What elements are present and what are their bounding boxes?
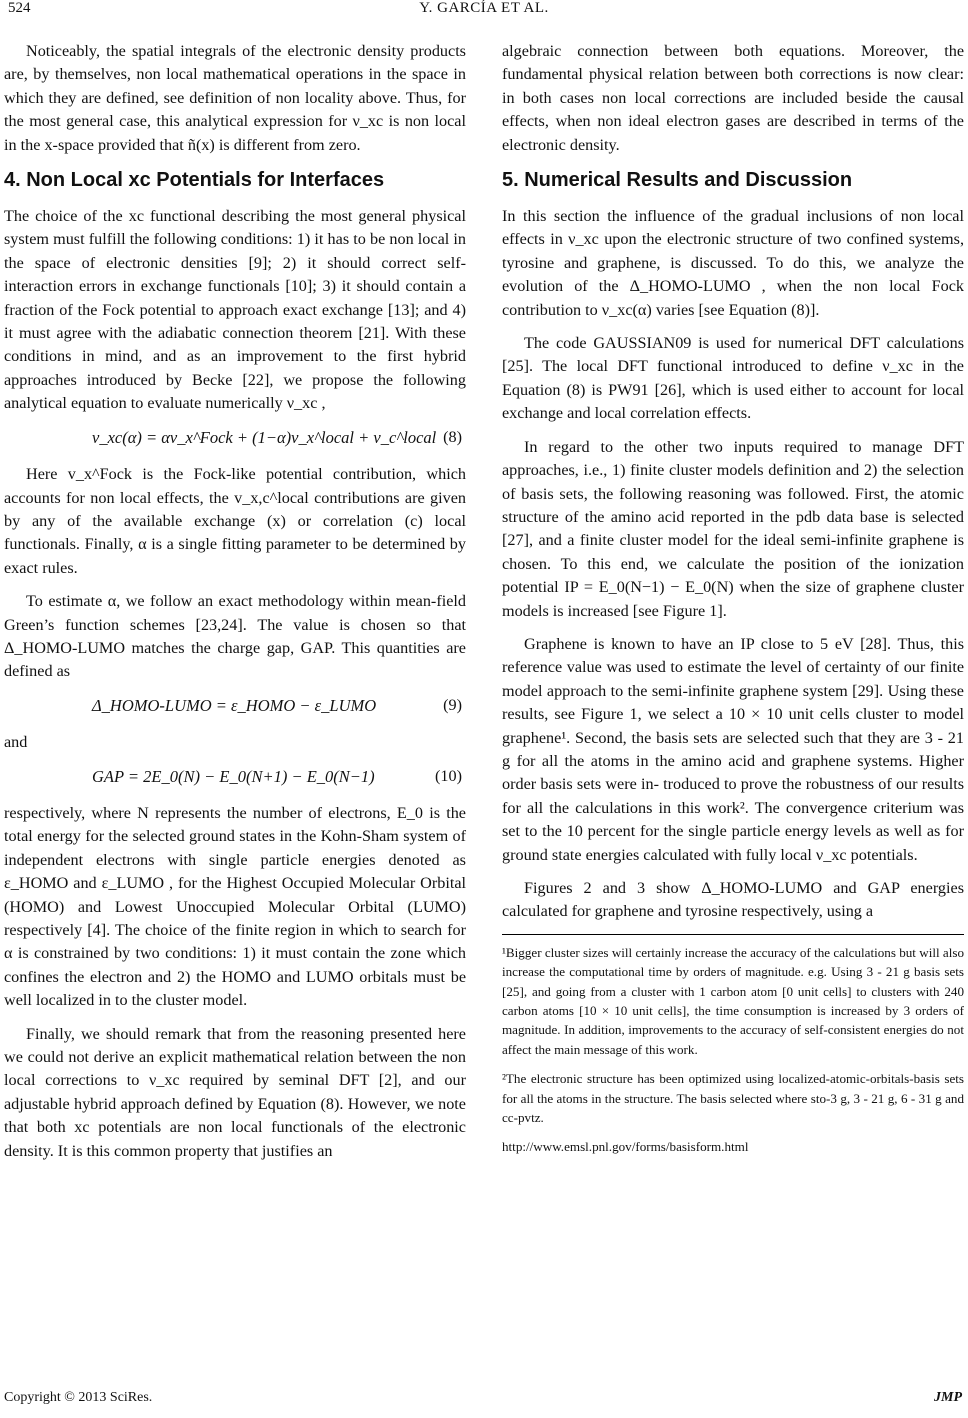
right-paragraph-3: The code GAUSSIAN09 is used for numerical DFT calculations [25]. The local DFT functional introduced to define ν_xc in the Equation (8) is PW91 [26], which is used either to account for local exchange and local correlation effects. (502, 334, 964, 423)
left-paragraph-2: The choice of the xc functional describing the most general physical system must fulfill the following conditions: 1) it has to be non local in the space of electronic densities [9]; 2) it should correct self-interaction errors in exchange functionals [10]; 3) it should contain a fraction of the Fock potential to approach exact exchange [13]; and 4) it must agree with the adiabatic connection theorem [21]. With these conditions in mind, and as an improvement to the first hybrid approaches introduced by Becke [22], we propose the following analytical equation to evaluate numerically ν_xc , (4, 207, 466, 413)
left-paragraph-6: Finally, we should remark that from the reasoning presented here we could not derive an explicit mathematical relation between the non local corrections to ν_xc required by seminal DFT [2], and our adjustable hybrid approach defined by Equation (8). However, we note that both xc potentials are non local functionals of the electronic density. It is this common property that justifies an (4, 1024, 466, 1160)
copyright: Copyright © 2013 SciRes. (4, 1390, 153, 1405)
footnote-separator (502, 934, 964, 935)
section-5-heading: 5. Numerical Results and Discussion (502, 169, 853, 192)
page-footer (4, 1390, 962, 1406)
left-paragraph-4: To estimate α, we follow an exact methodology within mean-field Green’s function schemes [23,24]. The value is chosen so that Δ_HOMO-LUMO matches the charge gap, GAP. This quantities are defined as (4, 592, 466, 681)
journal-abbrev: JMP (934, 1390, 962, 1405)
equation-10-body: GAP = 2E_0(N) − E_0(N+1) − E_0(N−1) (92, 766, 375, 786)
right-paragraph-2: In this section the influence of the gradual inclusions of non local effects in ν_xc upon the electronic structure of two confined systems, tyrosine and graphene, is discussed. To do this, we analyze the evolution of the Δ_HOMO-LUMO , when the non local Fock contribution to ν_xc(α) varies [see Equation (8)]. (502, 207, 964, 319)
right-paragraph-4: In regard to the other two inputs required to manage DFT approaches, i.e., 1) finite cluster models definition and 2) the selection of basis sets, the following reasoning was followed. First, the atomic structure of the amino acid reported in the pdb data base is selected [27], and a finite cluster model for the ideal semi-infinite graphene is chosen. To this end, we calculate the position of the ionization potential IP = E_0(N−1) − E_0(N) when the size of graphene cluster models is increased [see Figure 1]. (502, 437, 964, 620)
left-column (4, 40, 466, 1173)
equation-8 (4, 426, 466, 449)
equation-10 (4, 765, 466, 788)
equation-9-number: (9) (443, 695, 462, 714)
page-number: 524 (8, 0, 31, 16)
right-paragraph-6: Figures 2 and 3 show Δ_HOMO-LUMO and GAP energies calculated for graphene and tyrosine respectively, using a (502, 879, 964, 921)
equation-9-body: Δ_HOMO-LUMO = ε_HOMO − ε_LUMO (92, 695, 377, 715)
equation-9 (4, 694, 466, 717)
left-paragraph-5: respectively, where N represents the number of electrons, E_0 is the total energy for the selected ground states in the Kohn-Sham system of independent electrons with single particle energies denoted as ε_HOMO and ε_LUMO , for the Highest Occupied Molecular Orbital (HOMO) and Lowest Unoccupied Molecular Orbital (LUMO) respectively [4]. The choice of the finite region in which to search for α is constrained by two conditions: 1) it must contain the zone which confines the electron and 2) the HOMO and LUMO orbitals must be well localized in to the cluster model. (4, 803, 466, 1010)
right-column (502, 40, 964, 1156)
footnote-2: ²The electronic structure has been optimized using localized-atomic-orbitals-basis sets for all the atoms in the structure. The basis selected where sto-3 g, 3 - 21 g, 6 - 31 g and cc-pvtz. (502, 1071, 964, 1126)
left-paragraph-3: Here v_x^Fock is the Fock-like potential contribution, which accounts for non local effects, the v_x,c^local contributions are given by any of the available exchange (x) or correlation (c) local functionals. Finally, α is a single fitting parameter to be determined by exact rules. (4, 465, 466, 577)
footnote-url[interactable]: http://www.emsl.pnl.gov/forms/basisform.html (502, 1139, 749, 1155)
footnote-1: ¹Bigger cluster sizes will certainly increase the accuracy of the calculations but will also increase the computational time by orders of magnitude. e.g. Using 3 - 21 g basis sets [25], and going from a cluster with 1 carbon atom [0 unit cells] to clusters with 240 carbon atoms [10 × 10 unit cells], the time consumption is increased by 3 orders of magnitude. In addition, improvements to the accuracy of self-consistent energies do not affect the main message of this work. (502, 944, 964, 1057)
left-paragraph-1: Noticeably, the spatial integrals of the electronic density products are, by themselves, non local mathematical operations in the space in which they are defined, see definition of non locality above. Thus, for the most general case, this analytical expression for ν_xc is non local in the x-space provided that ñ(x) is different from zero. (4, 42, 466, 154)
equation-8-number: (8) (443, 427, 462, 446)
section-4-heading: 4. Non Local xc Potentials for Interfaces (4, 169, 385, 192)
equation-10-number: (10) (435, 766, 462, 785)
right-paragraph-5: Graphene is known to have an IP close to 5 eV [28]. Thus, this reference value was used to estimate the level of certainty of our finite model approach to the semi-infinite graphene system [29]. Using these results, see Figure 1, we select a 10 × 10 unit cells cluster to model graphene¹. Second, the basis sets are selected such that they are 3 - 21 g for all the atoms in the amino acid and graphene systems. Higher order basis sets were in- troduced to prove the robustness of our results for all the calculations in this work². The convergence criterium was set to the 10 percent for the single particle energy levels as well as for ground state energies calculated with fully local ν_xc potentials. (502, 634, 964, 864)
and-word: and (4, 733, 28, 752)
running-title: Y. GARCÍA ET AL. (419, 0, 549, 16)
right-paragraph-1: algebraic connection between both equations. Moreover, the fundamental physical relation between both corrections is now clear: in both cases non local corrections are included beside the causal effects, when non ideal electron gases are described in terms of the electronic density. (502, 42, 964, 154)
equation-8-body: v_xc(α) = αv_x^Fock + (1−α)v_x^local + v_c^local (92, 427, 437, 447)
